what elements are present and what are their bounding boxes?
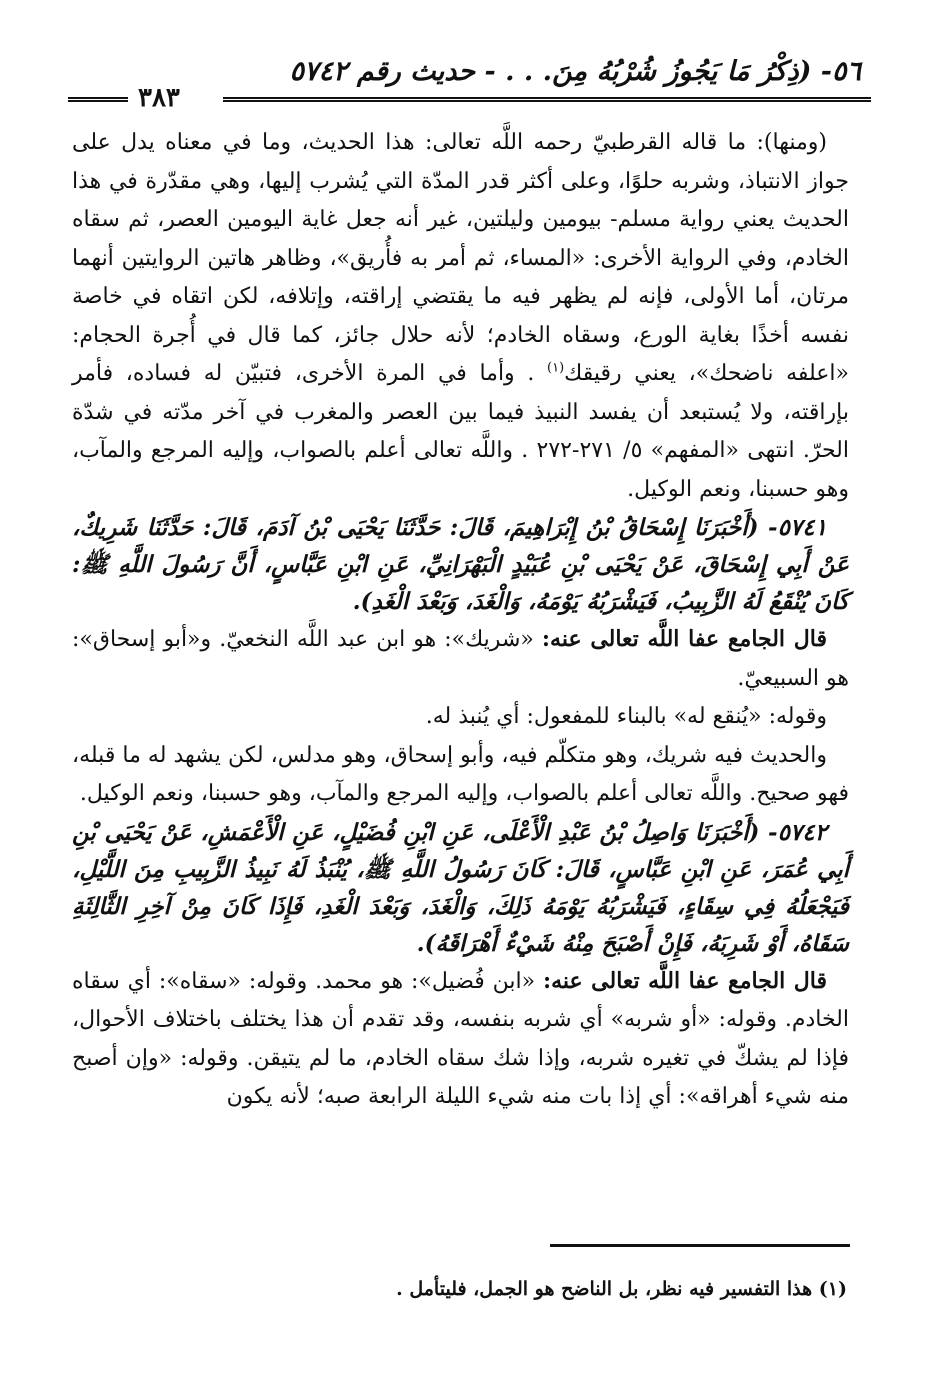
hadith-5741: ٥٧٤١- (أَخْبَرَنَا إِسْحَاقُ بْنُ إِبْرَاهِيمَ، قَالَ: حَدَّثَنَا يَحْيَى بْنُ آدَمَ، قَالَ: حَدَّثَنَا شَرِيكٌ، عَنْ أَبِي إِسْحَاقَ، عَنْ يَحْيَى بْنِ عُبَيْدٍ الْبَهْرَانِيِّ، عَنِ ابْنِ عَبَّاسٍ، أَنَّ رَسُولَ اللَّهِ ﷺ: كَانَ يُنْقَعُ لَهُ الزَّبِيبُ، فَيَشْرَبُهُ يَوْمَهُ، وَالْغَدَ، وَبَعْدَ الْغَدِ). bbox=[72, 514, 849, 615]
header-rule-left bbox=[68, 97, 128, 102]
page-header bbox=[68, 50, 871, 113]
paragraph-hadith-grade: والحديث فيه شريك، وهو متكلّم فيه، وأبو إسحاق، وهو مدلس، لكن يشهد له ما قبله، فهو صحيح. واللَّه تعالى أعلم بالصواب، وإليه المرجع والمآب، وهو حسبنا، ونعم الوكيل. bbox=[72, 742, 849, 806]
paragraph-yunqa: وقوله: «يُنقع له» بالبناء للمفعول: أي يُنبذ له. bbox=[425, 704, 827, 729]
footnote-rule bbox=[550, 1244, 850, 1247]
main-text bbox=[72, 124, 849, 1117]
commentary-lead: قال الجامع عفا اللَّه تعالى عنه: bbox=[541, 626, 827, 652]
commentary-text: «شريك»: هو ابن عبد اللَّه النخعيّ. و«أبو إسحاق»: هو السبيعيّ. bbox=[72, 627, 849, 691]
commentary-lead: قال الجامع عفا اللَّه تعالى عنه: bbox=[542, 967, 828, 994]
commentary-text: «ابن فُضيل»: هو محمد. وقوله: «سقاه»: أي سقاه الخادم. وقوله: «أو شربه» أي شربه بنفسه، وقد تقدم أن هذا يختلف باختلاف الأحوال، فإذا لم يشكّ في تغيره شربه، وإذا شك سقاه الخادم، ما لم يتيقن. وقوله: «وإن أصبح منه شيء أهراقه»: أي إذا بات منه شيء الليلة الرابعة صبه؛ لأنه يكون bbox=[72, 968, 849, 1109]
paragraph-qurtubi bbox=[72, 124, 849, 509]
paragraph-text: (ومنها): ما قاله القرطبيّ رحمه اللَّه تعالى: هذا الحديث، وما في معناه يدل على جواز الانتباذ، وشربه حلوًا، وعلى أكثر قدر المدّة التي يُشرب إليها، وهي مقدّرة في هذا الحديث يعني رواية مسلم- بيومين وليلتين، غير أنه جعل غاية اليومين العصر، ثم سقاه الخادم، وفي الرواية الأخرى: «المساء، ثم أمر به فأُريق»، وظاهر هاتين الروايتين أنهما مرتان، أما الأولى، فإنه لم يظهر فيه ما يقتضي إراقته، وإتلافه، لكن اتقاه في خاصة نفسه أخذًا بغاية الورع، وسقاه الخادم؛ لأنه حلال جائز، كما قال في أُجرة الحجام: «اعلفه ناضحك»، يعني رقيقك bbox=[72, 130, 850, 386]
commentary-5741 bbox=[72, 620, 849, 698]
page-number: ٣٨٣ bbox=[138, 83, 180, 113]
header-rule bbox=[223, 97, 871, 102]
paragraph-text: . وأما في المرة الأخرى، فتبيّن له فساده، فأمر بإراقته، ولا يُستبعد أن يفسد النبيذ فيما بين العصر والمغرب في آخر مدّته في شدّة الحرّ. انتهى «المفهم» ٥/ ٢٧١-٢٧٢ . واللَّه تعالى أعلم بالصواب، وإليه المرجع والمآب، وهو حسبنا، ونعم الوكيل. bbox=[72, 361, 849, 502]
running-title: ٥٦- (ذِكْرُ مَا يَجُوزُ شُرْبُهُ مِنَ. . . - حديث رقم ٥٧٤٢ bbox=[289, 56, 861, 87]
footnote: (١) هذا التفسير فيه نظر، بل الناضح هو الجمل، فليتأمل . bbox=[396, 1278, 847, 1300]
hadith-5742: ٥٧٤٢- (أَخْبَرَنَا وَاصِلُ بْنُ عَبْدِ الْأَعْلَى، عَنِ ابْنِ فُضَيْلٍ، عَنِ الْأَعْمَشِ، عَنْ يَحْيَى بْنِ أَبِي عُمَرَ، عَنِ ابْنِ عَبَّاسٍ، قَالَ: كَانَ رَسُولُ اللَّهِ ﷺ، يُنْبَذُ لَهُ نَبِيذُ الزَّبِيبِ مِنَ اللَّيْلِ، فَيَجْعَلُهُ فِي سِقَاءٍ، فَيَشْرَبُهُ يَوْمَهُ ذَلِكَ، وَالْغَدَ، وَبَعْدَ الْغَدِ، فَإِذَا كَانَ مِنْ آخِرِ الثَّالِثَةِ سَقَاهُ، أَوْ شَرِبَهُ، فَإِنْ أَصْبَحَ مِنْهُ شَيْءٌ أَهْرَاقَهُ). bbox=[72, 818, 849, 957]
footnote-ref: (١) bbox=[547, 360, 565, 376]
commentary-5742 bbox=[72, 962, 849, 1117]
